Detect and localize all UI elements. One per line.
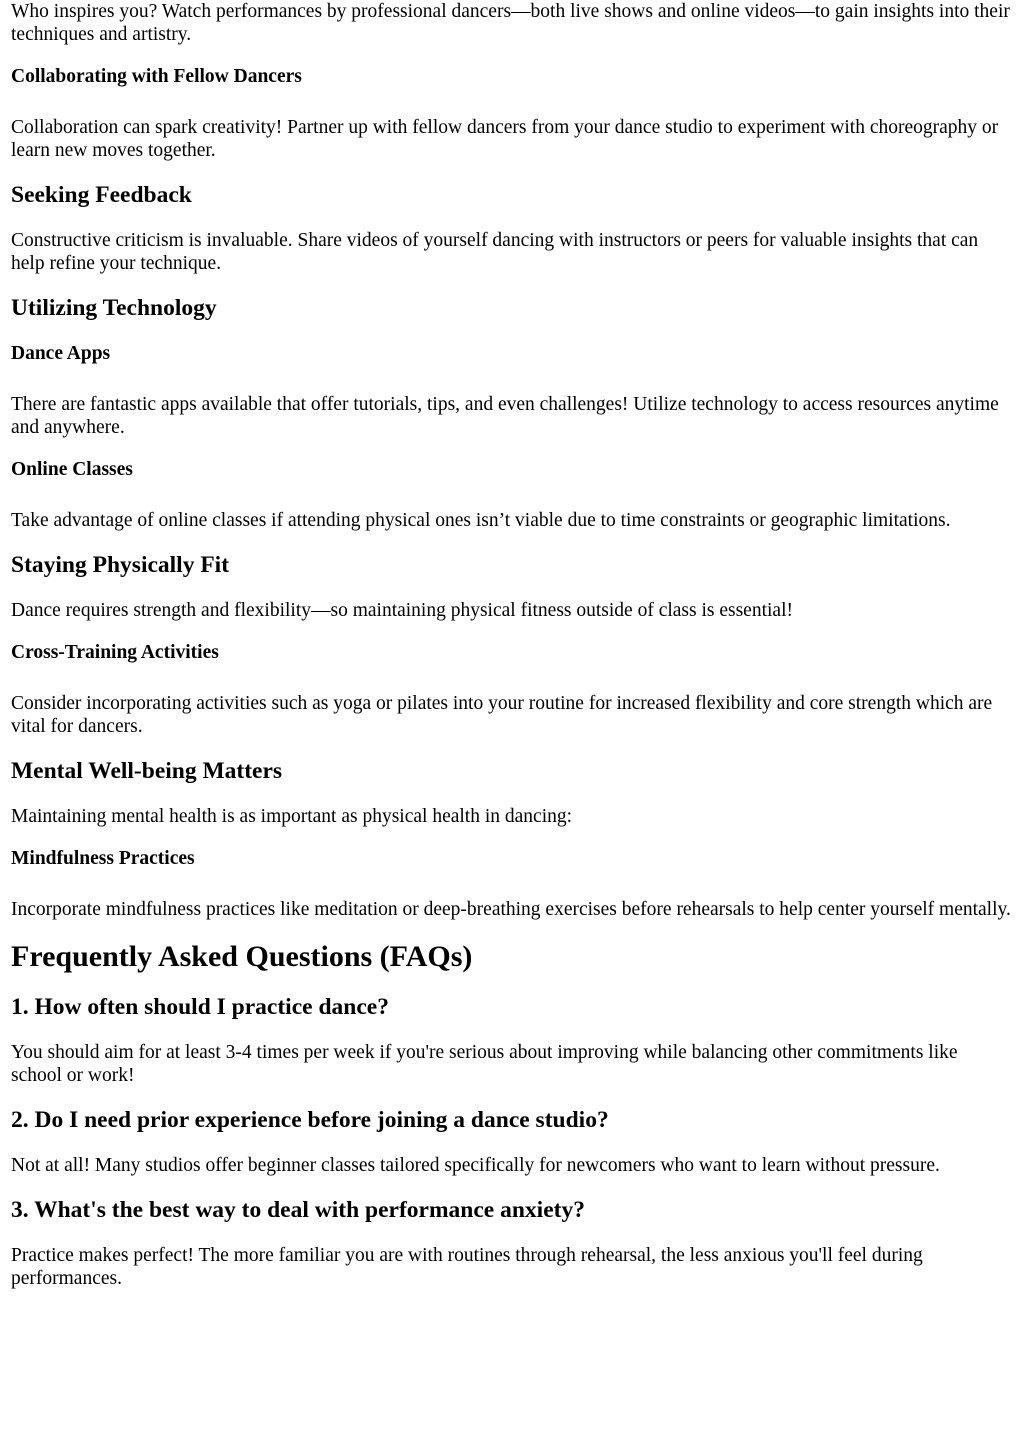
paragraph-cross-training: Consider incorporating activities such as yoga or pilates into your routine for increased flexibility and core strength which are vital for dancers.	[11, 693, 993, 737]
heading-online-classes: Online Classes	[11, 459, 133, 480]
paragraph-inspires: Who inspires you? Watch performances by professional dancers—both live shows and online videos—to gain insights into their techniques and artistry.	[11, 1, 1010, 45]
faq-answer-3: Practice makes perfect! The more familiar you are with routines through rehearsal, the less anxious you'll feel during performances.	[11, 1245, 923, 1289]
faq-question-2: 2. Do I need prior experience before joining a dance studio?	[11, 1107, 609, 1133]
heading-collaborating: Collaborating with Fellow Dancers	[11, 66, 302, 87]
faq-answer-1: You should aim for at least 3-4 times per week if you're serious about improving while balancing other commitments like school or work!	[11, 1042, 958, 1086]
heading-faq: Frequently Asked Questions (FAQs)	[11, 940, 473, 973]
paragraph-seeking-feedback: Constructive criticism is invaluable. Share videos of yourself dancing with instructors or peers for valuable insights that can help refine your technique.	[11, 230, 979, 274]
heading-utilizing-technology: Utilizing Technology	[11, 295, 217, 321]
faq-question-3: 3. What's the best way to deal with performance anxiety?	[11, 1197, 585, 1223]
heading-cross-training: Cross-Training Activities	[11, 642, 219, 663]
paragraph-mental-wellbeing: Maintaining mental health is as important as physical health in dancing:	[11, 806, 573, 827]
faq-question-1: 1. How often should I practice dance?	[11, 994, 389, 1020]
paragraph-dance-apps: There are fantastic apps available that offer tutorials, tips, and even challenges! Utilize technology to access resources anytime and anywhere.	[11, 394, 999, 438]
heading-mental-wellbeing: Mental Well-being Matters	[11, 758, 283, 784]
heading-seeking-feedback: Seeking Feedback	[11, 182, 192, 208]
heading-mindfulness: Mindfulness Practices	[11, 848, 195, 869]
heading-dance-apps: Dance Apps	[11, 343, 111, 364]
paragraph-collaborating: Collaboration can spark creativity! Partner up with fellow dancers from your dance studio to experiment with choreography or learn new moves together.	[11, 117, 999, 161]
paragraph-online-classes: Take advantage of online classes if attending physical ones isn’t viable due to time constraints or geographic limitations.	[11, 510, 951, 531]
heading-staying-fit: Staying Physically Fit	[11, 552, 230, 578]
paragraph-mindfulness: Incorporate mindfulness practices like meditation or deep-breathing exercises before rehearsals to help center yourself mentally.	[11, 899, 1011, 920]
faq-answer-2: Not at all! Many studios offer beginner classes tailored specifically for newcomers who want to learn without pressure.	[11, 1155, 940, 1176]
paragraph-staying-fit: Dance requires strength and flexibility—so maintaining physical fitness outside of class is essential!	[11, 600, 793, 621]
